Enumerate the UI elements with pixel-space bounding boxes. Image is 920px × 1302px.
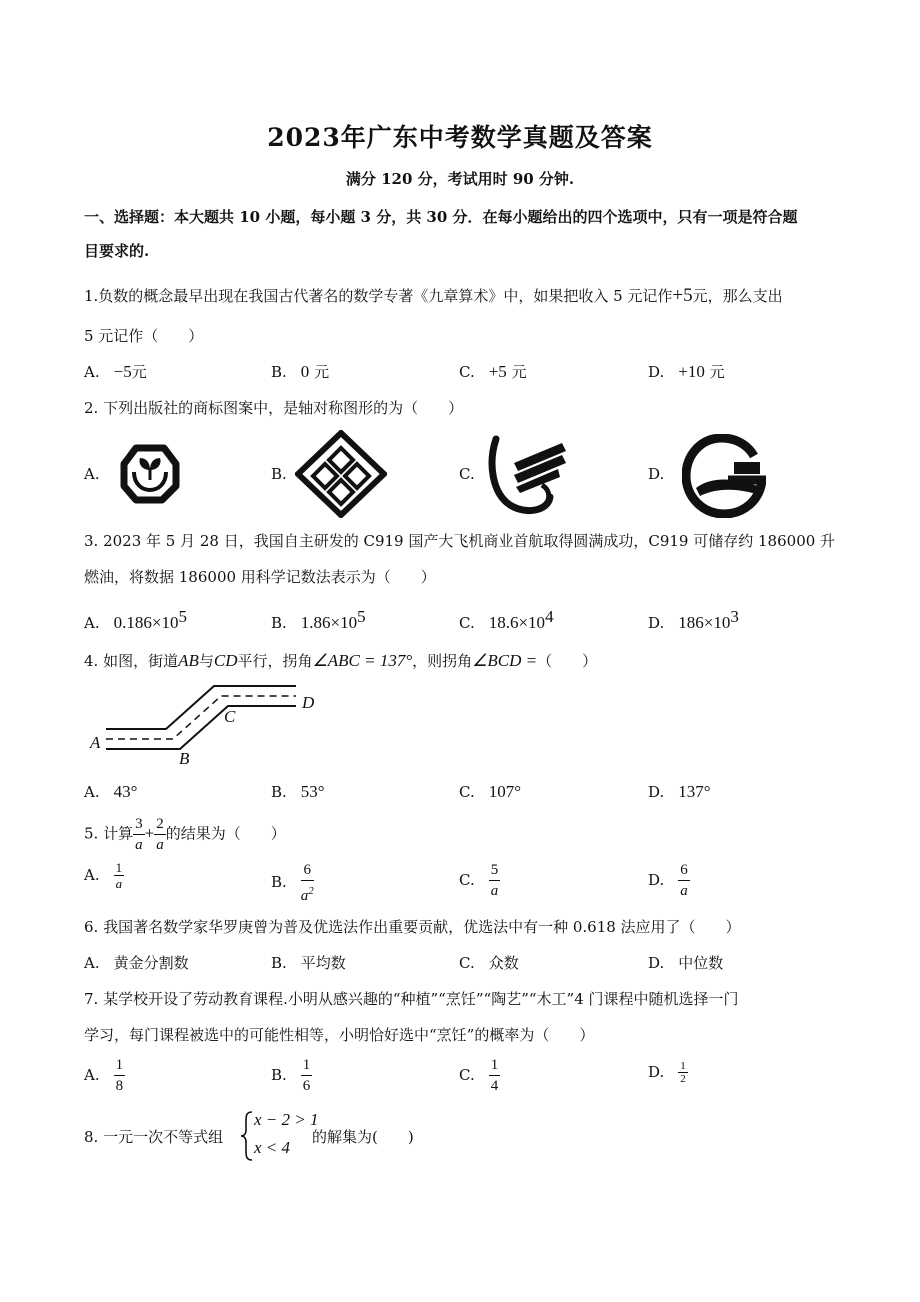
- q3-option-c[interactable]: [459, 607, 554, 633]
- q7-option-b[interactable]: [271, 1055, 312, 1096]
- option-unit: 元: [511, 363, 527, 381]
- q6-stem: 6. 我国著名数学家华罗庚曾为普及优选法作出重要贡献，优选法中有一种 0.618 法应用了（ ）: [84, 918, 741, 936]
- q7-option-c[interactable]: [459, 1055, 500, 1096]
- q4-cd: CD: [213, 651, 238, 670]
- q4-text-e: （ ）: [537, 652, 598, 670]
- option-text: 黄金分割数: [113, 954, 189, 972]
- option-base: 18.6×10: [488, 613, 546, 632]
- q5-option-d[interactable]: [648, 860, 690, 901]
- q4-ab: AB: [178, 651, 199, 670]
- q7-stem-line1: 7. 某学校开设了劳动教育课程.小明从感兴趣的“种植”“烹饪”“陶艺”“木工”4 门课程中随机选择一门: [84, 990, 739, 1008]
- q2-option-c-label[interactable]: C.: [459, 465, 475, 483]
- option-label: B.: [271, 363, 287, 381]
- option-exponent: 5: [357, 607, 366, 626]
- section-heading-line1: 一、选择题：本大题共 10 小题，每小题 3 分，共 30 分．在每小题给出的四个选项中，只有一项是符合题: [84, 208, 798, 226]
- q1-text-a: 1.负数的概念最早出现在我国古代著名的数学专著《九章算术》中，如果把收入 5 元记作: [84, 287, 673, 305]
- q3-stem-line1: 3. 2023 年 5 月 28 日，我国自主研发的 C919 国产大飞机商业首航取得圆满成功，C919 可储存约 186000 升: [84, 532, 836, 550]
- option-label: A.: [84, 865, 100, 884]
- option-fraction: $\frac{6}{a^2}$: [300, 862, 314, 904]
- q4-text-a: 4. 如图，街道: [84, 652, 179, 670]
- option-label: B.: [271, 873, 287, 891]
- q8-stem-b: 的解集为( ): [312, 1128, 414, 1146]
- q8-inequality-2: x < 4: [254, 1138, 291, 1157]
- q4-text-d: ，则拐角: [412, 652, 473, 670]
- street-figure: [84, 680, 334, 770]
- option-label: C.: [459, 870, 475, 889]
- option-fraction: $\frac{1}{4}$: [490, 1057, 499, 1094]
- q3-stem-line2: 燃油，将数据 186000 用科学记数法表示为（ ）: [84, 568, 436, 586]
- option-label: D.: [648, 363, 665, 381]
- q2-option-b-label[interactable]: B.: [271, 465, 287, 483]
- option-math: +5: [488, 362, 507, 381]
- option-label: C.: [459, 614, 475, 632]
- q4-text-b: 与: [198, 652, 214, 670]
- q5-fraction-1: $\frac{3}{a}$: [135, 816, 143, 853]
- option-label: D.: [648, 1062, 665, 1081]
- option-value: 53°: [300, 782, 325, 801]
- q4-option-b[interactable]: [271, 782, 325, 802]
- q4-option-a[interactable]: [84, 782, 137, 802]
- option-label: C.: [459, 954, 475, 972]
- option-label: A.: [84, 1065, 100, 1084]
- page-subtitle: 满分 120 分，考试用时 90 分钟.: [345, 170, 575, 188]
- option-value: 107°: [488, 782, 522, 801]
- option-label: C.: [459, 363, 475, 381]
- q6-option-a[interactable]: [84, 952, 189, 973]
- option-value: 137°: [678, 782, 711, 801]
- option-math: +10: [678, 362, 705, 381]
- option-label: D.: [648, 614, 665, 632]
- q5-option-b[interactable]: [271, 860, 314, 906]
- q4-angle2: ∠BCD =: [472, 651, 538, 670]
- g-letter-logo-icon: [682, 434, 766, 518]
- q7-stem-line2: 学习，每门课程被选中的可能性相等，小明恰好选中“烹饪”的概率为（ ）: [84, 1026, 595, 1044]
- q5-option-a[interactable]: [84, 860, 124, 891]
- q5-option-c[interactable]: [459, 860, 500, 901]
- page-title: 2023年广东中考数学真题及答案: [267, 123, 653, 152]
- q2-stem: 2. 下列出版社的商标图案中，是轴对称图形的为（ ）: [84, 399, 464, 417]
- q1-option-c[interactable]: [459, 361, 527, 382]
- option-text: 众数: [488, 954, 519, 972]
- option-fraction: $\frac{1}{8}$: [115, 1057, 124, 1094]
- brace-icon: [240, 1110, 254, 1162]
- q5-plus: +: [144, 823, 155, 843]
- option-math: −5: [113, 362, 132, 381]
- q4-option-c[interactable]: [459, 782, 521, 802]
- option-fraction: $\frac{1}{6}$: [302, 1057, 311, 1094]
- q1-stem-line1: [84, 285, 783, 307]
- q4-text-c: 平行，拐角: [237, 652, 313, 670]
- option-label: C.: [459, 783, 475, 801]
- option-unit: 元: [709, 363, 725, 381]
- figure-label-d: D: [302, 693, 315, 712]
- figure-label-a: A: [90, 733, 101, 752]
- q5-text-a: 5. 计算: [84, 824, 134, 843]
- option-label: D.: [648, 783, 665, 801]
- option-fraction: $\frac{5}{a}$: [490, 862, 499, 899]
- q4-angle1: ∠ABC = 137°: [312, 651, 413, 670]
- option-label: D.: [648, 870, 665, 889]
- option-base: 186×10: [678, 613, 731, 632]
- q1-option-b[interactable]: [271, 361, 329, 382]
- option-label: B.: [271, 783, 287, 801]
- figure-label-b: B: [179, 749, 190, 768]
- option-unit: 元: [314, 363, 330, 381]
- q3-option-d[interactable]: [648, 607, 739, 633]
- q1-option-d[interactable]: [648, 361, 725, 382]
- q1-text-b: 元，那么支出: [692, 287, 783, 305]
- option-fraction: $\frac{6}{a}$: [680, 862, 688, 899]
- option-label: C.: [459, 1065, 475, 1084]
- q2-option-a-label[interactable]: A.: [84, 465, 100, 483]
- q4-stem: [84, 650, 597, 671]
- option-label: B.: [271, 614, 287, 632]
- diamond-squares-logo-icon: [295, 430, 387, 518]
- option-unit: 元: [131, 363, 147, 381]
- option-text: 中位数: [678, 954, 724, 972]
- option-exponent: 4: [545, 607, 554, 626]
- option-label: D.: [648, 954, 665, 972]
- q6-option-c[interactable]: [459, 952, 519, 973]
- sprout-hands-logo-icon: [116, 442, 184, 506]
- q5-stem: [84, 814, 286, 855]
- option-label: A.: [84, 954, 100, 972]
- section-heading-line2: 目要求的.: [84, 242, 150, 260]
- q6-option-b[interactable]: [271, 952, 346, 973]
- q4-option-d[interactable]: [648, 782, 711, 802]
- q3-option-b[interactable]: [271, 607, 366, 633]
- option-value: 43°: [113, 782, 138, 801]
- q7-option-a[interactable]: [84, 1055, 125, 1096]
- q3-option-a[interactable]: [84, 607, 187, 633]
- option-fraction: $\frac{1}{2}$: [680, 1060, 686, 1085]
- q8-stem-a: 8. 一元一次不等式组: [84, 1128, 224, 1146]
- option-exponent: 5: [178, 607, 187, 626]
- book-swirl-logo-icon: [486, 433, 576, 517]
- option-fraction: $\frac{1}{a}$: [115, 860, 123, 891]
- figure-label-c: C: [224, 707, 236, 726]
- option-math: 0: [300, 362, 310, 381]
- option-base: 0.186×10: [113, 613, 179, 632]
- option-label: A.: [84, 783, 100, 801]
- option-base: 1.86×10: [300, 613, 358, 632]
- option-exponent: 3: [730, 607, 739, 626]
- q8-inequality-1: x − 2 > 1: [254, 1110, 319, 1129]
- q2-option-d-label[interactable]: D.: [648, 465, 665, 483]
- q5-text-b: 的结果为（ ）: [165, 824, 286, 843]
- option-label: A.: [84, 614, 100, 632]
- option-label: A.: [84, 363, 100, 381]
- option-text: 平均数: [300, 954, 346, 972]
- q1-math: +5: [672, 285, 693, 306]
- option-label: B.: [271, 1065, 287, 1084]
- q6-option-d[interactable]: [648, 952, 723, 973]
- q1-stem-line2: 5 元记作（ ）: [84, 327, 204, 345]
- q5-fraction-2: $\frac{2}{a}$: [156, 816, 164, 853]
- option-label: B.: [271, 954, 287, 972]
- q1-option-a[interactable]: [84, 361, 147, 382]
- q7-option-d[interactable]: [648, 1060, 688, 1085]
